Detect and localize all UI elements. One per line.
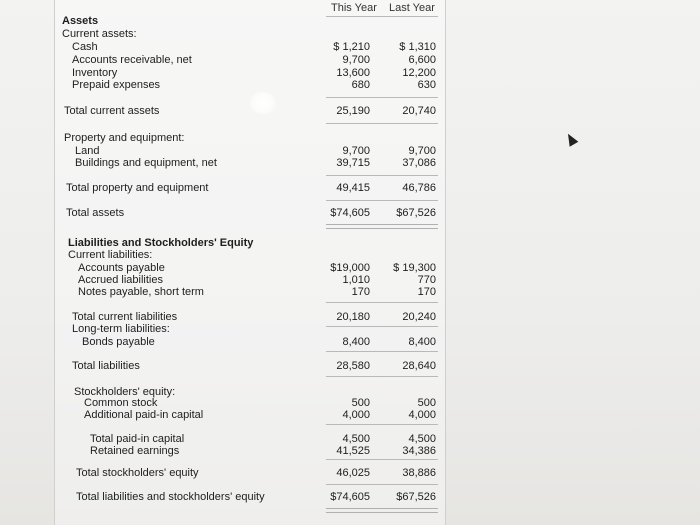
table-row: Cash $ 1,210 $ 1,310: [72, 41, 436, 53]
current-assets-title: Current assets:: [62, 28, 137, 40]
table-row: Accounts payable $19,000 $ 19,300: [78, 262, 436, 274]
total-equity-row: Total stockholders' equity 46,025 38,886: [76, 467, 436, 479]
common-stock-row: Common stock 500 500: [84, 397, 436, 409]
apic-row: Additional paid-in capital 4,000 4,000: [84, 409, 436, 421]
table-row: Buildings and equipment, net 39,715 37,086: [75, 157, 436, 169]
equity-title: Stockholders' equity:: [74, 386, 176, 398]
current-liabilities-title: Current liabilities:: [68, 249, 153, 261]
bonds-row: Bonds payable 8,400 8,400: [82, 336, 436, 348]
liabilities-title: Liabilities and Stockholders' Equity: [68, 237, 254, 249]
total-current-assets-row: Total current assets 25,190 20,740: [64, 105, 436, 117]
table-row: Inventory 13,600 12,200: [72, 67, 436, 79]
table-row: Accounts receivable, net 9,700 6,600: [72, 54, 436, 66]
table-row: Accrued liabilities 1,010 770: [78, 274, 436, 286]
table-row: Notes payable, short term 170 170: [78, 286, 436, 298]
table-row: Land 9,700 9,700: [75, 145, 436, 157]
total-current-liabilities-row: Total current liabilities 20,180 20,240: [72, 311, 436, 323]
ppe-title: Property and equipment:: [64, 132, 185, 144]
header-this-year: This Year: [331, 2, 377, 14]
paid-in-row: Total paid-in capital 4,500 4,500: [90, 433, 436, 445]
long-term-title: Long-term liabilities:: [72, 323, 170, 335]
assets-title: Assets: [62, 15, 99, 27]
table-row: Prepaid expenses 680 630: [72, 79, 436, 91]
total-liabilities-equity-row: Total liabilities and stockholders' equity $74,605 $67,526: [76, 491, 436, 503]
header-last-year: Last Year: [389, 2, 435, 14]
retained-earnings-row: Retained earnings 41,525 34,386: [90, 445, 436, 457]
total-liabilities-row: Total liabilities 28,580 28,640: [72, 360, 436, 372]
total-assets-row: Total assets $74,605 $67,526: [66, 207, 436, 219]
total-ppe-row: Total property and equipment 49,415 46,786: [66, 182, 436, 194]
